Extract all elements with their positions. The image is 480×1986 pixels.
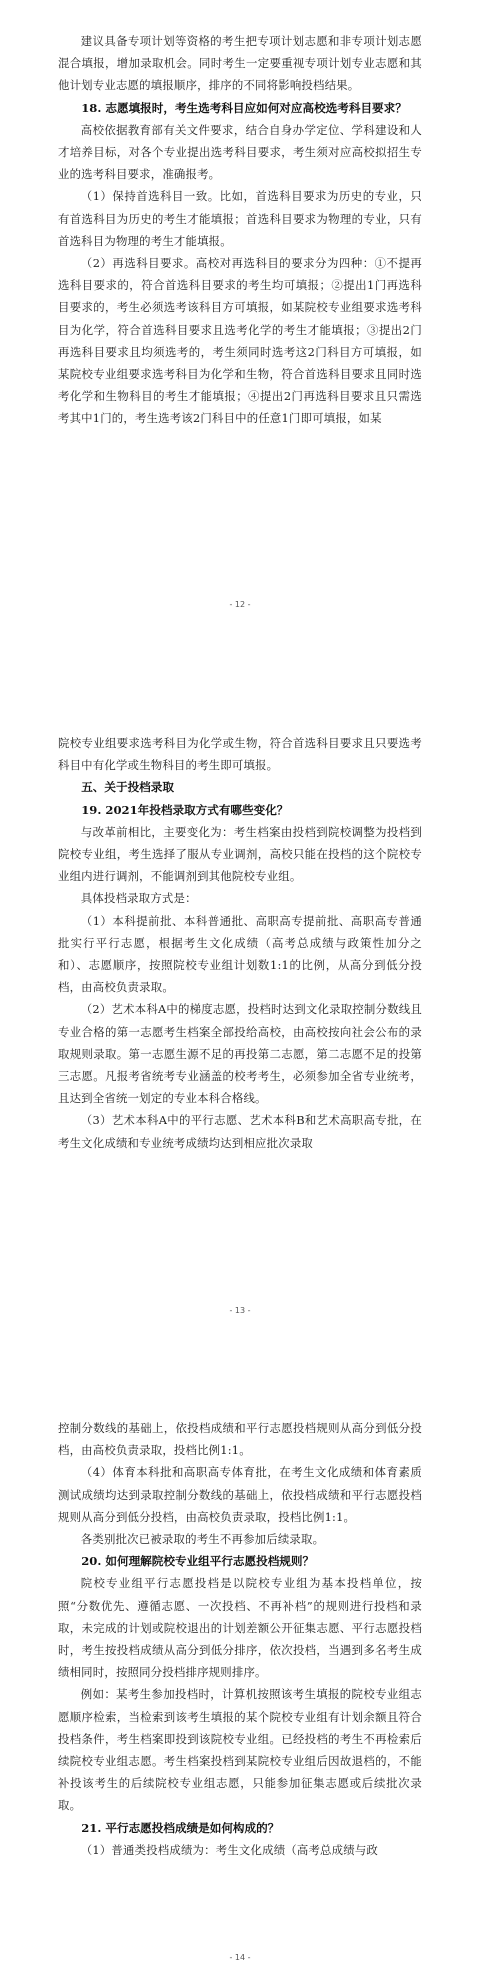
page-number: - 13 -	[229, 1306, 251, 1315]
paragraph-first-subject: （1）保持首选科目一致。比如，首选科目要求为历史的专业，只有首选科目为历史的考生才能填报；首选科目要求为物理的专业，只有首选科目为物理的考生才能填报。	[58, 189, 422, 248]
question-19-heading: 19. 2021年投档录取方式有哪些变化？	[81, 802, 289, 817]
page-12	[0, 0, 480, 720]
page-13	[0, 720, 480, 1405]
question-18-heading: 18. 志愿填报时，考生选考科目应如何对应高校选考科目要求？	[81, 100, 407, 115]
page-number: - 14 -	[229, 1953, 251, 1962]
question-21-heading: 21. 平行志愿投档成绩是如何构成的？	[81, 1820, 280, 1835]
page-number: - 12 -	[229, 600, 251, 609]
question-20-heading: 20. 如何理解院校专业组平行志愿投档规则？	[81, 1554, 315, 1569]
paragraph-continuation: 院校专业组要求选考科目为化学或生物，符合首选科目要求且只要选考科目中有化学或生物科目的考生即可填报。	[58, 736, 422, 773]
paragraph-method-4: （4）体育本科批和高职高专体育批，在考生文化成绩和体育素质测试成绩均达到录取控制分数线的基础上，依投档成绩和平行志愿投档规则从高分到低分投档，由高校负责录取，投档比例1:1。	[58, 1465, 422, 1524]
paragraph-method-2: （2）艺术本科A中的梯度志愿，投档时达到文化录取控制分数线且专业合格的第一志愿考生档案全部投给高校，由高校按向社会公布的录取规则录取。第一志愿生源不足的再投第二志愿，第二志愿不足的投第三志愿。凡报考省统考专业涵盖的校考考生，必须参加全省专业统考，且达到全省统一划定的专业本科合格线。	[58, 1002, 422, 1106]
paragraph-reselect-subject: （2）再选科目要求。高校对再选科目的要求分为四种：①不提再选科目要求的，符合首选科目要求的考生均可填报；②提出1门再选科目要求的，考生必须选考该科目方可填报，如某院校专业组要求选考科目为化学，符合首选科目要求且选考化学的考生才能填报；③提出2门再选科目要求且均须选考的，考生须同时选考这2门科目方可填报，如某院校专业组要求选考科目为化学和生物，符合首选科目要求且同时选考化学和生物科目的考生才能填报；④提出2门再选科目要求且只需选考其中1门的，考生选考该2门科目中的任意1门即可填报，如某	[58, 256, 422, 426]
paragraph-main-changes: 与改革前相比，主要变化为：考生档案由投档到院校调整为投档到院校专业组，考生选择了服从专业调剂，高校只能在投档的这个院校专业组内进行调剂，不能调剂到其他院校专业组。	[58, 824, 422, 884]
paragraph-score-composition: （1）普通类投档成绩为：考生文化成绩（高考总成绩与政	[80, 1842, 379, 1857]
paragraph-example: 例如：某考生参加投档时，计算机按照该考生填报的院校专业组志愿顺序检索，当检索到该考生填报的某个院校专业组有计划余额且符合投档条件，考生档案即投到该院校专业组。已经投档的考生不再检索后续院校专业组志愿。考生档案投档到某院校专业组后因故退档的，不能补投该考生的后续院校专业组志愿，只能参加征集志愿或后续批次录取。	[58, 1687, 422, 1813]
section-heading-admission: 五、关于投档录取	[81, 780, 174, 795]
paragraph-special-plan-advice: 建议具备专项计划等资格的考生把专项计划志愿和非专项计划志愿混合填报，增加录取机会。同时考生一定要重视专项计划专业志愿和其他计划专业志愿的填报顺序，排序的不同将影响投档结果。	[58, 34, 422, 93]
paragraph-parallel-rule: 院校专业组平行志愿投档是以院校专业组为基本投档单位，按照“分数优先、遵循志愿、一次投档、不再补档”的规则进行投档和录取，未完成的计划或院校退出的计划差额公开征集志愿、平行志愿投档时，考生按投档成绩从高分到低分排序，依次投档，当遇到多名考生成绩相同时，按照同分投档排序规则排序。	[58, 1576, 422, 1680]
page-14	[0, 1405, 480, 1974]
paragraph-method-3: （3）艺术本科A中的平行志愿、艺术本科B和艺术高职高专批，在考生文化成绩和专业统考成绩均达到相应批次录取	[58, 1113, 422, 1150]
paragraph-continuation: 控制分数线的基础上，依投档成绩和平行志愿投档规则从高分到低分投档，由高校负责录取，投档比例1:1。	[58, 1421, 422, 1458]
paragraph-no-further-admission: 各类别批次已被录取的考生不再参加后续录取。	[80, 1532, 325, 1547]
paragraph-subject-requirements: 高校依据教育部有关文件要求，结合自身办学定位、学科建设和人才培养目标，对各个专业提出选考科目要求，考生须对应高校拟招生专业的选考科目要求，准确报考。	[58, 122, 422, 182]
paragraph-method-intro: 具体投档录取方式是：	[80, 891, 197, 906]
paragraph-method-1: （1）本科提前批、本科普通批、高职高专提前批、高职高专普通批实行平行志愿，根据考生文化成绩（高考总成绩与政策性加分之和）、志愿顺序，按照院校专业组计划数1:1的比例，从高分到低分投档，由高校负责录取。	[58, 913, 422, 995]
